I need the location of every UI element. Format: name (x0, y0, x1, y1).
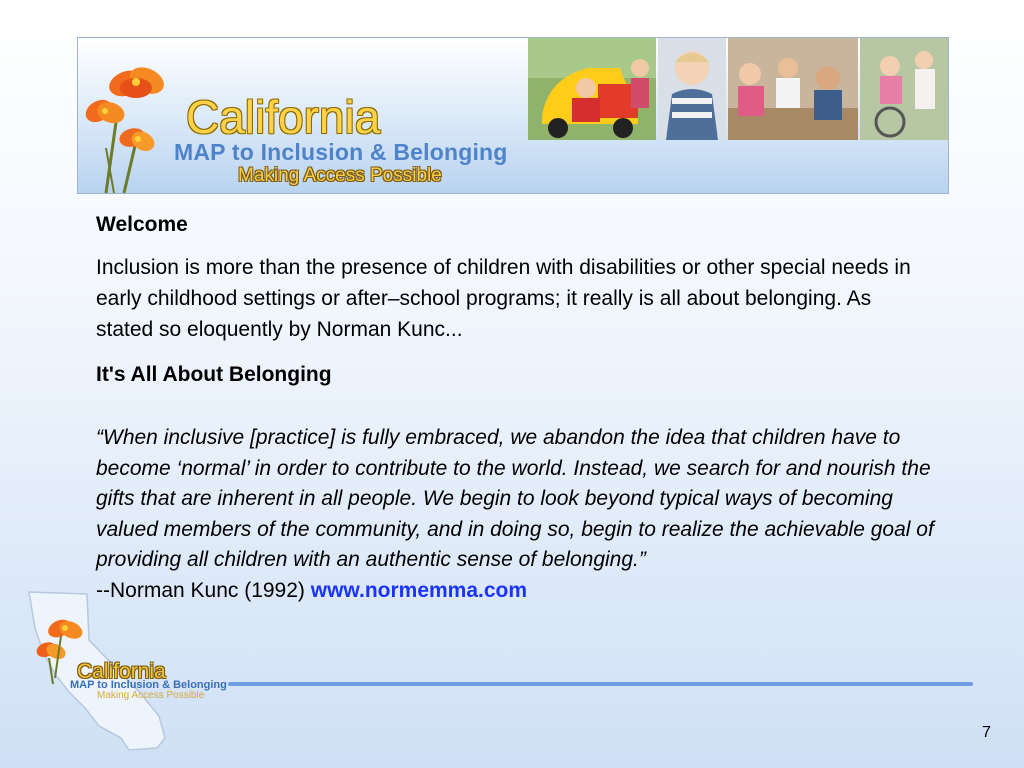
banner-tagline: Making Access Possible (238, 165, 442, 186)
page-number: 7 (982, 724, 991, 741)
logo-title: California (77, 660, 166, 683)
photo-laughing-boy (658, 38, 726, 140)
banner-title: California (186, 91, 381, 143)
normemma-link[interactable]: www.normemma.com (310, 578, 528, 602)
intro-paragraph: Inclusion is more than the presence of children with disabilities or other special needs in early childhood settings or after–school programs; it really is all about belonging. As stated so eloquently by Norman Kunc... (96, 256, 911, 341)
banner-subtitle: MAP to Inclusion & Belonging (174, 139, 508, 165)
attribution-text: --Norman Kunc (1992) (96, 578, 305, 602)
photo-child-in-toy-car (528, 38, 656, 140)
section-heading: It's All About Belonging (96, 363, 332, 386)
logo-subtitle: MAP to Inclusion & Belonging (70, 679, 227, 691)
slide-content (96, 212, 956, 606)
header-banner (77, 37, 949, 194)
photo-strip (528, 38, 948, 140)
footer-divider (228, 682, 973, 686)
welcome-heading: Welcome (96, 213, 188, 236)
photo-children-at-table (728, 38, 858, 140)
photo-child-in-wheelchair (860, 38, 948, 140)
kunc-quote: “When inclusive [practice] is fully embraced, we abandon the idea that children have to become ‘normal’ in order to contribute to the world. Instead, we search for and nourish the gifts that are inherent in all people. We begin to look beyond typical ways of becoming valued members of the community, and in doing so, begin to realize the achievable goal of providing all children with an authentic sense of belonging.” (96, 426, 934, 571)
logo-tagline: Making Access Possible (97, 690, 205, 701)
